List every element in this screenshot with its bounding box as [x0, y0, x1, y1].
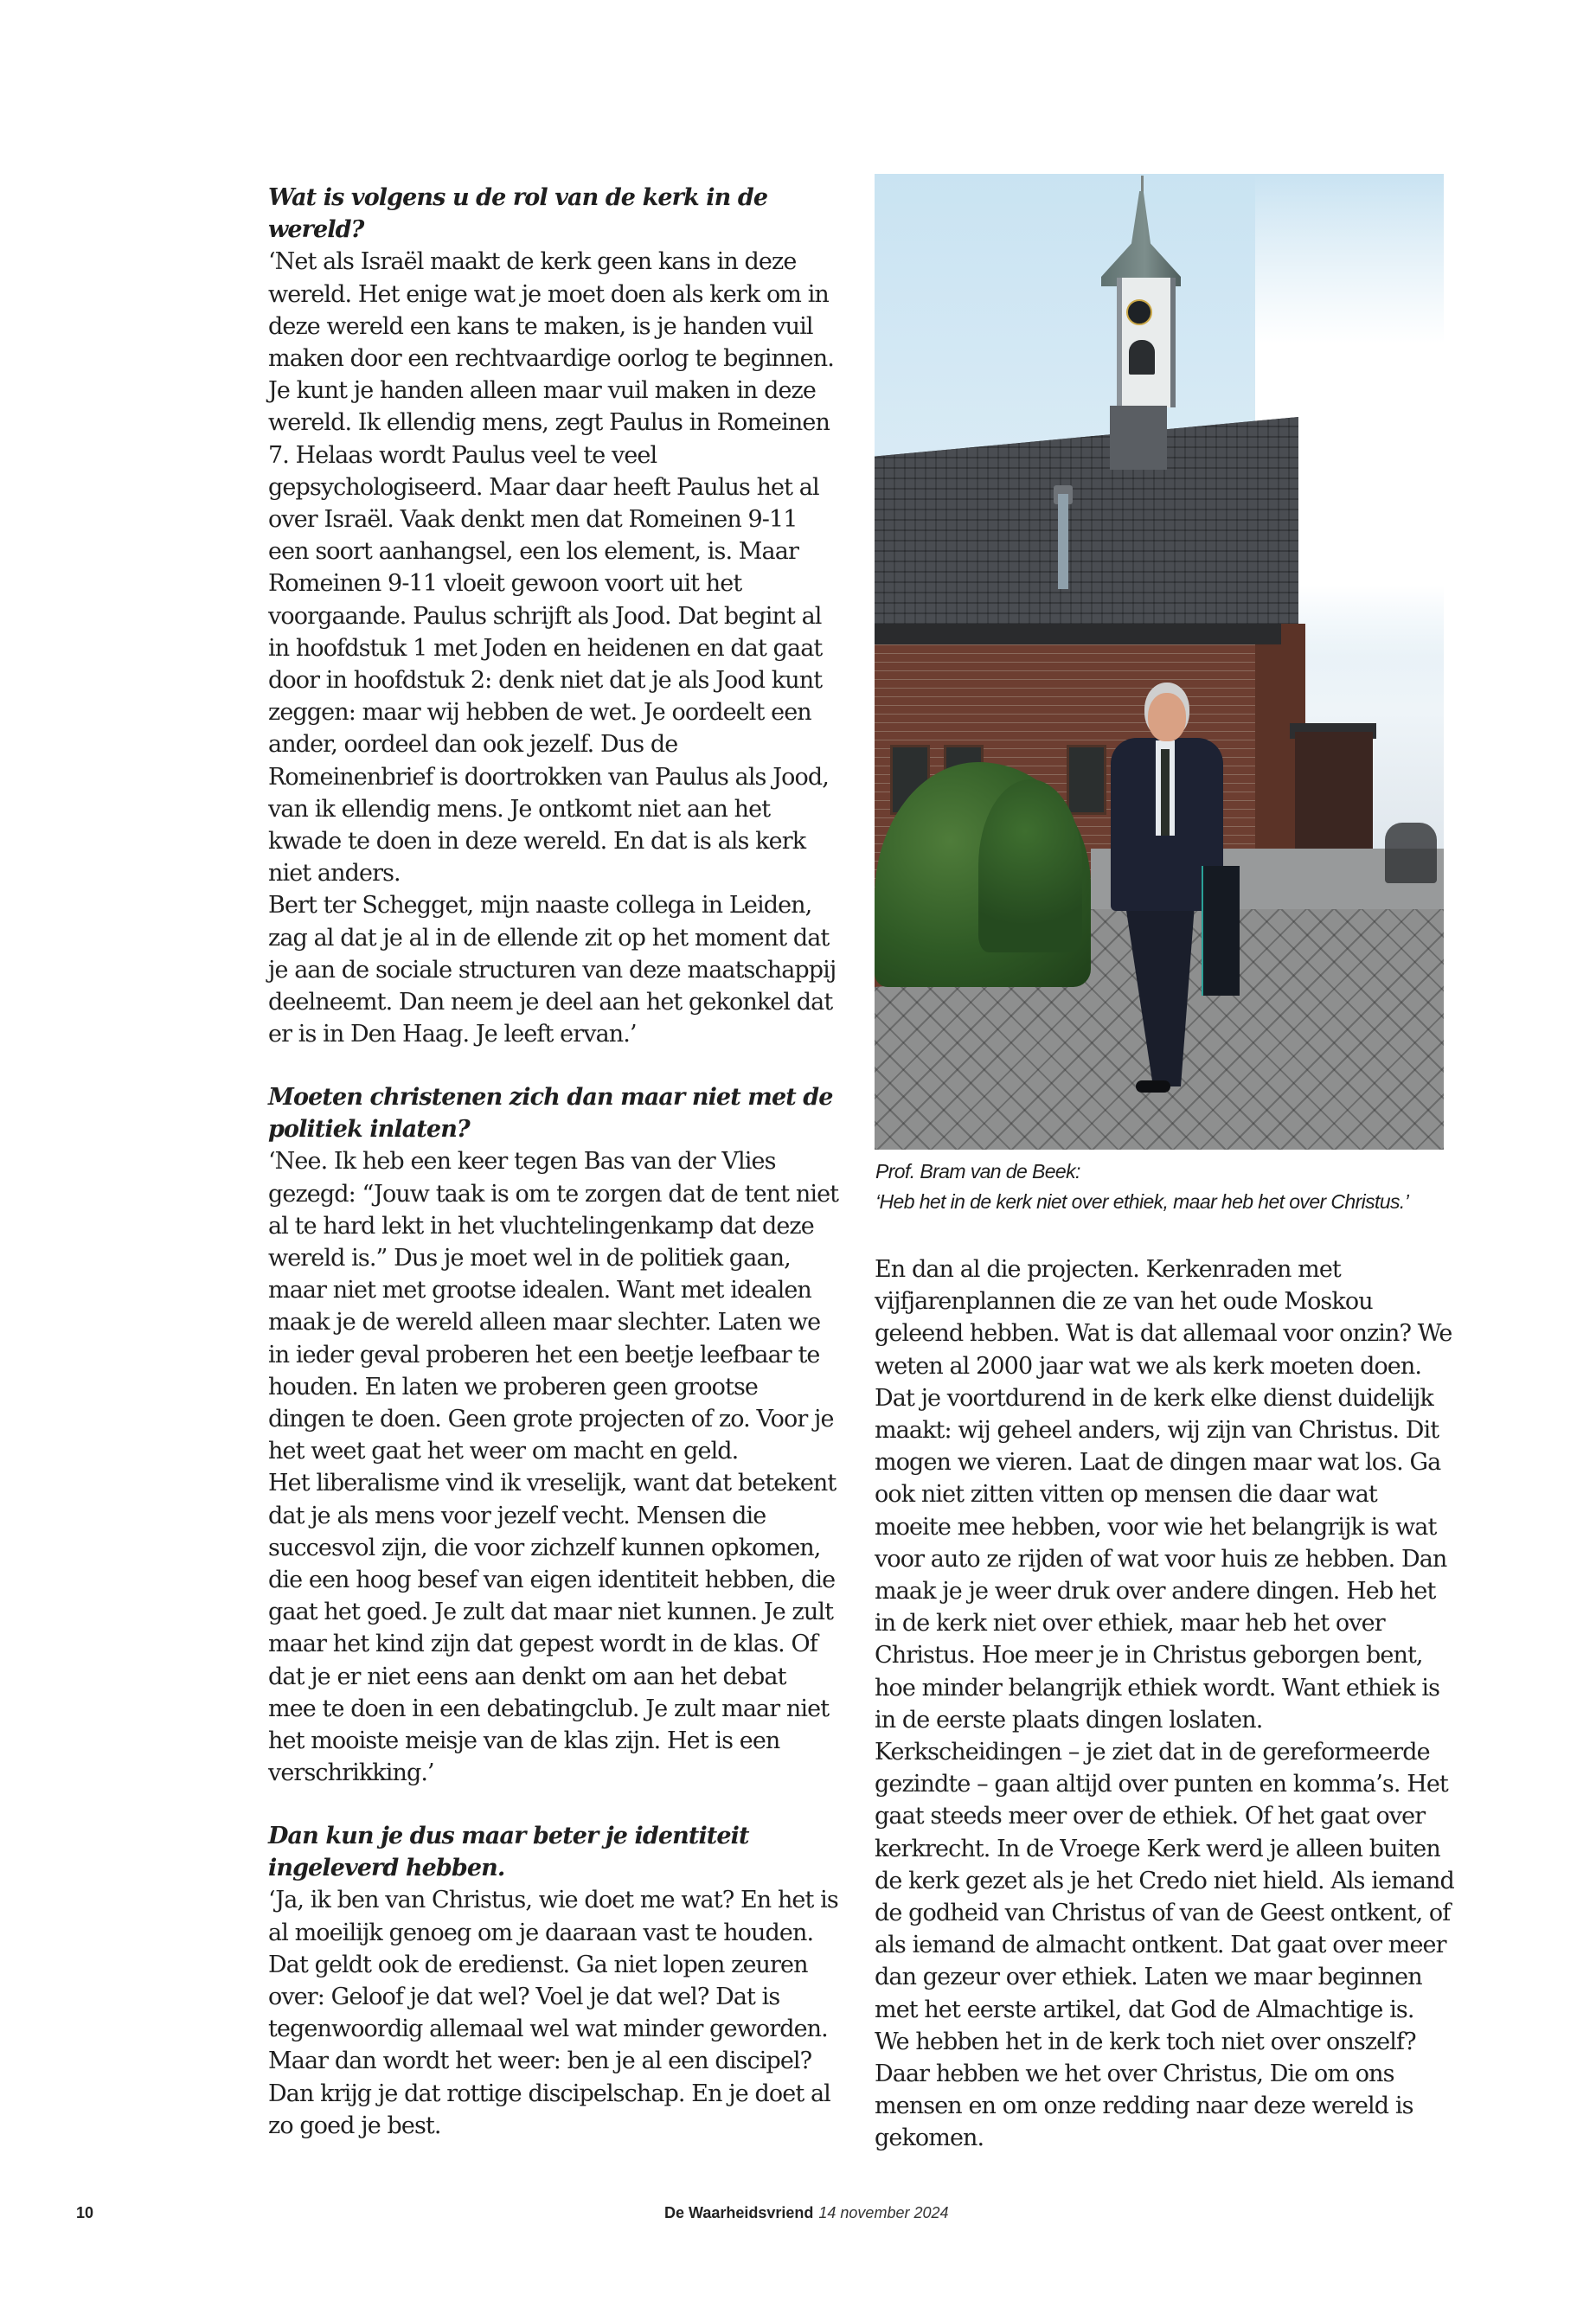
answer-paragraph: Bert ter Schegget, mijn naaste collega in Leiden, zag al dat je al in de ellende zit op het moment dat je aan de sociale structuren van deze maatschappij deelneemt. Dan neem je deel aan het gekonkel dat er is in Den Haag. Je leeft ervan.’: [268, 892, 836, 1048]
man-tie: [1161, 749, 1170, 836]
hedge: [978, 779, 1082, 952]
man-shoe: [1136, 1080, 1170, 1093]
left-column: [268, 182, 839, 2142]
question-heading: Dan kun je dus maar beter je identiteit ingeleverd hebben.: [268, 1822, 749, 1882]
church-spire: [1101, 191, 1181, 286]
footer-publication: [664, 2204, 949, 2222]
section-gap: [268, 1050, 839, 1081]
question-heading: Wat is volgens u de rol van de kerk in de wereld?: [268, 184, 768, 244]
church-window: [1067, 745, 1106, 815]
answer-paragraph: ‘Nee. Ik heb een keer tegen Bas van der Vlies gezegd: “Jouw taak is om te zorgen dat de tent niet al te hard lekt in het vluchtelingenkamp dat deze wereld is.” Dus je moet wel in de politiek gaan, maar niet met grootse idealen. Want met idealen maak je de wereld alleen maar slechter. Laten we in ieder geval proberen het een beetje leefbaar te houden. En laten we proberen geen grootse dingen te doen. Geen grote projecten of zo. Voor je het weet gaat het weer om macht en geld.: [268, 1148, 839, 1465]
body-paragraph: En dan al die projecten. Kerkenraden met vijfjarenplannen die ze van het oude Moskou geleend hebben. Wat is dat allemaal voor onzin? We weten al 2000 jaar wat we als kerk moeten doen. Dat je voortdurend in de kerk elke dienst duidelijk maakt: wij geheel anders, wij zijn van Christus. Dit mogen we vieren. Laat de dingen maar wat los. Ga ook niet zitten vitten op mensen die daar wat moeite mee hebben, voor wie het belangrijk is wat voor auto ze rijden of wat voor huis ze hebben. Dan maak je je weer druk over andere dingen. Heb het in de kerk niet over ethiek, maar heb het over Christus. Hoe meer je in Christus geborgen bent, hoe minder belangrijk ethiek wordt. Want ethiek is in de eerste plaats dingen loslaten.: [875, 1256, 1452, 1734]
briefcase: [1202, 866, 1240, 996]
body-paragraph: Kerkscheidingen – je ziet dat in de gereformeerde gezindte – gaan altijd over punten en komma’s. Het gaat steeds meer over de ethiek. Of het gaat over kerkrecht. In de Vroege Kerk werd je alleen buiten de kerk gezet als je het Credo niet hield. Als iemand de godheid van Christus of van de Geest ontkent, of als iemand de almacht ontkent. Dat gaat over meer dan gezeur over ethiek. Laten we maar beginnen met het eerste artikel, dat God de Almachtige is. We hebben het in de kerk toch niet over onszelf? Daar hebben we het over Christus, Die om ons mensen en om onze redding naar deze wereld is gekomen.: [875, 1739, 1454, 2152]
answer-paragraph: Het liberalisme vind ik vreselijk, want dat betekent dat je als mens voor jezelf vecht. Mensen die succesvol zijn, die voor zichzelf kunnen opkomen, die een hoog besef van eigen identiteit hebben, die gaat het goed. Je zult dat maar niet kunnen. Je zult maar het kind zijn dat gepest wordt in de klas. Of dat je er niet eens aan denkt om aan het debat mee te doen in een debatingclub. Je zult maar niet het mooiste meisje van de klas zijn. Het is een verschrikking.’: [268, 1470, 836, 1787]
chimney: [1058, 494, 1068, 589]
tower-base: [1110, 406, 1167, 470]
church-photo: [875, 174, 1444, 1150]
roof-tiles: [875, 417, 1298, 625]
publication-name: De Waarheidsvriend: [664, 2204, 814, 2221]
photo-caption: [875, 1157, 1464, 1217]
answer-paragraph: ‘Net als Israël maakt de kerk geen kans in deze wereld. Het enige wat je moet doen als kerk om in deze wereld een kans te maken, is je handen vuil maken door een rechtvaardige oorlog te beginnen. Je kunt je handen alleen maar vuil maken in deze wereld. Ik ellendig mens, zegt Paulus in Romeinen 7. Helaas wordt Paulus veel te veel gepsychologiseerd. Maar daar heeft Paulus het al over Israël. Vaak denkt men dat Romeinen 9-11 een soort aanhangsel, een los element, is. Maar Romeinen 9-11 vloeit gewoon voort uit het voorgaande. Paulus schrijft als Jood. Dat begint al in hoofdstuk 1 met Joden en heidenen en dat gaat door in hoofdstuk 2: denk niet dat je als Jood kunt zeggen: maar wij hebben de wet. Je oordeelt een ander, oordeel dan ook jezelf. Dus de Romeinenbrief is doortrokken van Paulus als Jood, van ik ellendig mens. Je ontkomt niet aan het kwade te doen in deze wereld. En dat is als kerk niet anders.: [268, 248, 834, 888]
caption-quote: ‘Heb het in de kerk niet over ethiek, maar heb het over Christus.’: [875, 1190, 1409, 1213]
answer-paragraph: ‘Ja, ik ben van Christus, wie doet me wat? En het is al moeilijk genoeg om je daaraan vast te houden. Dat geldt ook de eredienst. Ga niet lopen zeuren over: Geloof je dat wel? Voel je dat wel? Dat is tegenwoordig allemaal wel wat minder geworden. Maar dan wordt het weer: ben je al een discipel? Dan krijg je dat rottige discipelschap. En je doet al zo goed je best.: [268, 1887, 838, 2139]
page-number: 10: [76, 2204, 94, 2221]
question-heading: Moeten christenen zich dan maar niet met de politiek inlaten?: [268, 1083, 833, 1144]
caption-name: Prof. Bram van de Beek:: [875, 1160, 1080, 1183]
clock-icon: [1126, 299, 1152, 325]
roof-eave: [875, 624, 1281, 644]
man-head: [1148, 693, 1186, 741]
publication-date: 14 november 2024: [818, 2204, 949, 2221]
section-gap: [268, 1789, 839, 1820]
bell-icon: [1129, 340, 1155, 375]
right-column: [875, 1253, 1454, 2155]
bystanders: [1385, 823, 1437, 883]
